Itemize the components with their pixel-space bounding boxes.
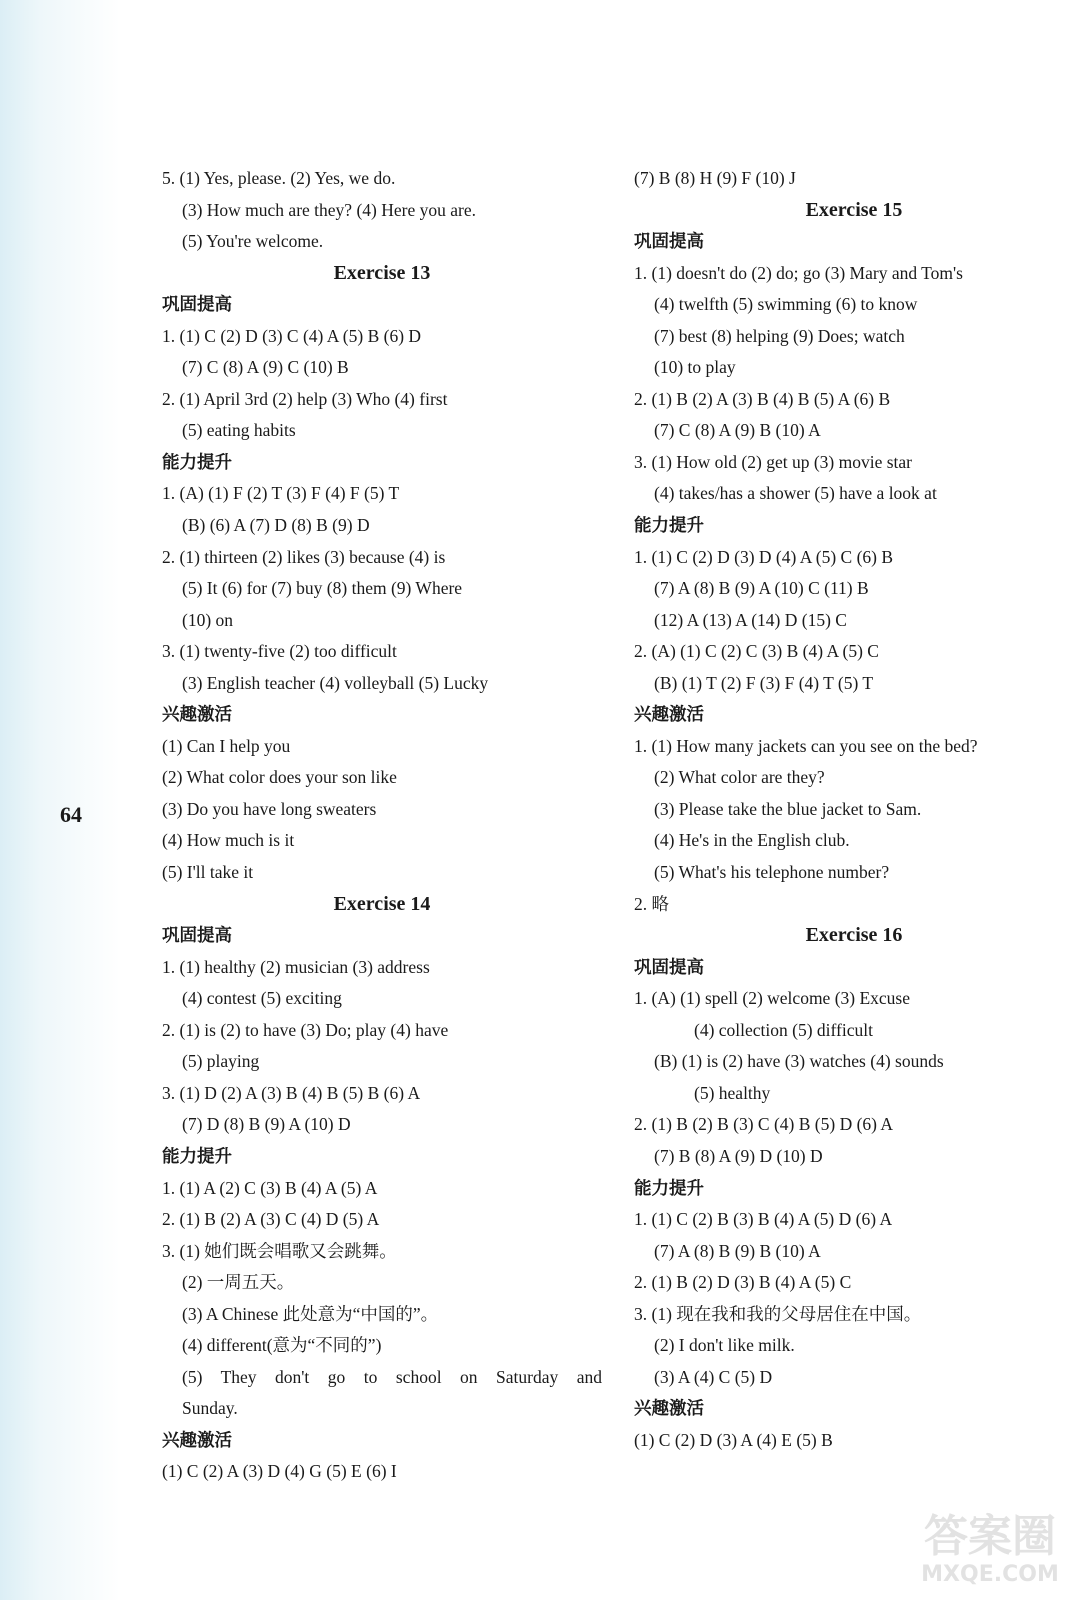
answer-line: 2. (1) B (2) A (3) B (4) B (5) A (6) B (634, 388, 891, 409)
answer-line: (7) best (8) helping (9) Does; watch (654, 325, 905, 346)
answer-line: (5) I'll take it (162, 862, 254, 883)
answer-line: 1. (1) How many jackets can you see on the bed? (634, 735, 978, 756)
answer-line: (5) You're welcome. (182, 231, 324, 252)
answer-line: 2. (1) B (2) A (3) C (4) D (5) A (162, 1209, 380, 1230)
answer-line: (4) twelfth (5) swimming (6) to know (654, 294, 918, 315)
answer-line: (2) What color are they? (654, 767, 825, 788)
answer-line: 5. (1) Yes, please. (2) Yes, we do. (162, 168, 396, 188)
page-number: 64 (60, 802, 82, 827)
section-label: 兴趣激活 (162, 704, 232, 725)
answer-line: (5) It (6) for (7) buy (8) them (9) Where (182, 578, 463, 599)
answer-line: 3. (1) How old (2) get up (3) movie star (634, 451, 912, 472)
answer-line: (4) contest (5) exciting (182, 988, 342, 1009)
answer-line: (3) Please take the blue jacket to Sam. (654, 798, 922, 819)
answer-line: (3) How much are they? (4) Here you are. (182, 199, 476, 220)
answer-line: 3. (1) twenty-five (2) too difficult (162, 641, 397, 662)
answer-line: 2. (A) (1) C (2) C (3) B (4) A (5) C (634, 641, 879, 662)
section-label: 能力提升 (162, 451, 232, 472)
answer-line: 1. (1) C (2) D (3) D (4) A (5) C (6) B (634, 546, 894, 567)
answer-line: (4) takes/has a shower (5) have a look at (654, 483, 937, 504)
answer-line: Sunday. (182, 1398, 238, 1419)
answer-line: (7) A (8) B (9) A (10) C (11) B (654, 578, 869, 599)
answer-line: (4) How much is it (162, 830, 295, 851)
watermark-site-text: MXQE.COM (921, 1562, 1059, 1587)
answer-line: (B) (1) T (2) F (3) F (4) T (5) T (654, 672, 874, 693)
answer-line: 2. (1) is (2) to have (3) Do; play (4) have (162, 1019, 449, 1040)
answer-line: (4) different(意为“不同的”) (182, 1335, 382, 1356)
answer-line: 1. (1) doesn't do (2) do; go (3) Mary and Tom's (634, 262, 963, 283)
answer-line: (7) C (8) A (9) B (10) A (654, 420, 821, 441)
section-label: 兴趣激活 (634, 1398, 704, 1419)
answer-line: (B) (6) A (7) D (8) B (9) D (182, 515, 370, 536)
answer-line: 3. (1) 她们既会唱歌又会跳舞。 (162, 1240, 397, 1261)
section-label: 能力提升 (634, 1177, 704, 1198)
watermark-logo-text: 答案圈 (924, 1511, 1056, 1562)
right-answer-column (634, 163, 1074, 1456)
answer-line: 2. 略 (634, 893, 669, 914)
section-label: 巩固提高 (634, 231, 704, 252)
page-edge-tint (0, 0, 120, 1600)
answer-line: 1. (1) healthy (2) musician (3) address (162, 956, 430, 977)
answer-line: (B) (1) is (2) have (3) watches (4) sounds (654, 1051, 944, 1072)
left-answer-column (162, 163, 602, 1488)
answer-line: (5) They don't go to school on Saturday and (182, 1366, 602, 1387)
answer-line: (1) Can I help you (162, 735, 291, 756)
exercise-heading: Exercise 15 (805, 198, 903, 221)
section-label: 能力提升 (634, 515, 704, 536)
answer-line: (3) English teacher (4) volleyball (5) Lucky (182, 672, 489, 693)
answer-line: 2. (1) B (2) D (3) B (4) A (5) C (634, 1272, 852, 1293)
section-label: 巩固提高 (634, 956, 704, 977)
answer-line: (7) C (8) A (9) C (10) B (182, 357, 349, 378)
answer-line: 3. (1) D (2) A (3) B (4) B (5) B (6) A (162, 1082, 421, 1103)
section-label: 巩固提高 (162, 925, 232, 946)
answer-line: 1. (A) (1) F (2) T (3) F (4) F (5) T (162, 483, 400, 504)
answer-line: (7) B (8) H (9) F (10) J (634, 168, 796, 188)
answer-line: 2. (1) thirteen (2) likes (3) because (4) is (162, 546, 446, 567)
answer-line: (2) What color does your son like (162, 767, 397, 788)
answer-line: 2. (1) April 3rd (2) help (3) Who (4) first (162, 388, 448, 409)
answer-line: (2) 一周五天。 (182, 1272, 295, 1293)
section-label: 巩固提高 (162, 294, 232, 315)
watermark-logo (910, 1512, 1070, 1592)
answer-line: (10) to play (654, 357, 736, 378)
answer-line: (7) B (8) A (9) D (10) D (654, 1145, 823, 1166)
answer-line: (3) A Chinese 此处意为“中国的”。 (182, 1303, 439, 1324)
answer-line: (3) A (4) C (5) D (654, 1366, 773, 1387)
answer-line: (5) healthy (694, 1082, 771, 1103)
answer-line: 1. (A) (1) spell (2) welcome (3) Excuse (634, 988, 911, 1009)
exercise-heading: Exercise 16 (805, 924, 903, 947)
answer-line: 1. (1) C (2) D (3) C (4) A (5) B (6) D (162, 325, 422, 346)
answer-line: (10) on (182, 609, 234, 630)
section-label: 兴趣激活 (634, 704, 704, 725)
answer-line: 1. (1) A (2) C (3) B (4) A (5) A (162, 1177, 378, 1198)
answer-line: 3. (1) 现在我和我的父母居住在中国。 (634, 1303, 922, 1324)
answer-line: (2) I don't like milk. (654, 1335, 795, 1356)
section-label: 兴趣激活 (162, 1429, 232, 1450)
answer-line: (4) collection (5) difficult (694, 1019, 873, 1040)
exercise-heading: Exercise 13 (333, 261, 431, 284)
answer-line: (3) Do you have long sweaters (162, 798, 377, 819)
answer-line: (7) A (8) B (9) B (10) A (654, 1240, 821, 1261)
answer-line: (1) C (2) A (3) D (4) G (5) E (6) I (162, 1461, 397, 1482)
answer-line: (4) He's in the English club. (654, 830, 850, 851)
answer-line: (7) D (8) B (9) A (10) D (182, 1114, 351, 1135)
answer-line: 1. (1) C (2) B (3) B (4) A (5) D (6) A (634, 1209, 893, 1230)
answer-line: (12) A (13) A (14) D (15) C (654, 609, 847, 630)
section-label: 能力提升 (162, 1145, 232, 1166)
answer-line: 2. (1) B (2) B (3) C (4) B (5) D (6) A (634, 1114, 894, 1135)
answer-line: (5) eating habits (182, 420, 296, 441)
answer-line: (1) C (2) D (3) A (4) E (5) B (634, 1429, 833, 1450)
exercise-heading: Exercise 14 (333, 892, 431, 915)
answer-line: (5) playing (182, 1051, 260, 1072)
answer-line: (5) What's his telephone number? (654, 862, 890, 883)
